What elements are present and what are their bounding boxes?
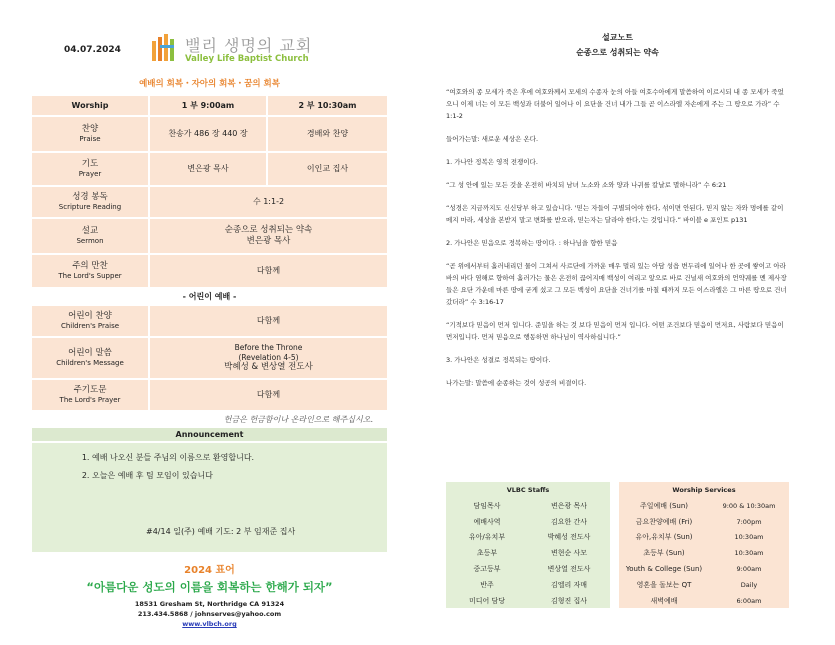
- church-address: 18531 Gresham St, Northridge CA 91324: [134, 600, 285, 608]
- list-item: 미디어 담당 김형진 집사: [468, 596, 588, 605]
- announcement-prayer-note: #4/14 일(주) 예배 기도: 2 부 임재준 집사: [146, 527, 296, 536]
- row-value-first: 찬송가 486 장 440 장: [150, 117, 268, 151]
- row-value-second: 이인교 집사: [268, 153, 387, 185]
- row-value-second: 경배와 찬양: [268, 117, 387, 151]
- bulletin-date: 04.07.2024: [64, 45, 121, 55]
- worship-order-table: [32, 94, 387, 289]
- row-label: 주기도문 The Lord's Prayer: [32, 380, 150, 410]
- sermon-paragraph: “성경은 지금까지도 신신당부 하고 있습니다. '믿는 자들이 구별되어야 한다, 섞이면 안된다, 믿지 않는 자와 멍에를 같이 메지 마라, 세상을 본받지 말고 변화를 받으라, 믿는자는 달라야 한다,'는 것입니다.” 바이블 e 포인트 p131: [446, 204, 784, 224]
- row-label: 어린이 찬양 Children's Praise: [32, 306, 150, 336]
- header-worship: Worship: [32, 96, 150, 115]
- row-value: Before the Throne (Revelation 4-5) 박혜성 & 변상열 전도사: [150, 338, 387, 378]
- table-row: [32, 187, 387, 217]
- list-item: 예배사역 김요한 간사: [473, 517, 588, 526]
- sermon-paragraph: 1. 가나안 정복은 영적 전쟁이다.: [446, 158, 538, 166]
- table-row: [32, 380, 387, 410]
- list-item: 영혼을 돌보는 QT Daily: [636, 580, 758, 589]
- header-first-service: 1 부 9:00am: [150, 96, 268, 115]
- sermon-paragraph: “여호와의 종 모세가 죽은 후에 여호와께서 모세의 수종자 눈의 아들 여호수아에게 말씀하여 이르시되 내 종 모세가 죽었으니 이제 너는 이 모든 백성과 더불어 일어나 이 요단을 건너 내가 그들 곧 이스라엘 자손에게 주는 그 땅으로 가라” 수 1:1-2: [446, 88, 784, 120]
- contact-info: [32, 599, 387, 629]
- worship-services-box: [619, 482, 789, 608]
- sermon-paragraph: “기적보다 믿음이 먼저 입니다. 준밀을 하는 것 보다 믿음이 먼저 입니다. 어떤 조건보다 믿음이 먼저요, 사람보다 믿음이 먼저입니다. 먼저 믿음으로 행동하면 하나님이 역사하십니다.”: [446, 321, 784, 341]
- year-theme-title: 2024 표어: [184, 565, 235, 576]
- header-second-service: 2 부 10:30am: [268, 96, 387, 115]
- row-value: 순종으로 성취되는 약속 변은광 목사: [150, 219, 387, 253]
- list-item: 초등부 변현순 사모: [476, 549, 588, 558]
- info-boxes: [446, 482, 789, 608]
- worship-table-header: [32, 96, 387, 115]
- church-motto: 예배의 회복・자아의 회복・꿈의 회복: [139, 79, 280, 89]
- sermon-notes-title: 설교노트: [602, 33, 633, 42]
- row-value: 다함께: [150, 306, 387, 336]
- list-item: 금요찬양예배 (Fri) 7:00pm: [635, 517, 762, 526]
- list-item: 유아,유치부 (Sun) 10:30am: [635, 533, 764, 542]
- table-row: [32, 153, 387, 185]
- row-value-first: 변은광 목사: [150, 153, 268, 185]
- sermon-notes-page: [446, 30, 789, 389]
- sermon-paragraph: 들어가는말: 새로운 세상은 온다.: [446, 135, 539, 143]
- row-value: 수 1:1-2: [150, 187, 387, 217]
- table-row: [32, 338, 387, 378]
- row-label: 기도 Prayer: [32, 153, 150, 185]
- church-name-english: Valley Life Baptist Church: [185, 54, 309, 64]
- year-theme-motto: “아름다운 성도의 이름을 회복하는 한해가 되자”: [86, 580, 333, 594]
- sermon-notes-subtitle: 순종으로 성취되는 약속: [576, 48, 659, 57]
- list-item: 반주 김엘리 자매: [480, 580, 588, 589]
- row-label: 주의 만찬 The Lord's Supper: [32, 255, 150, 287]
- staff-box-title: VLBC Staffs: [506, 486, 550, 494]
- list-item: 유아/유치부 박혜성 전도사: [468, 533, 591, 542]
- sermon-paragraph: 3. 가나안은 성결로 정복되는 땅이다.: [446, 356, 551, 364]
- table-row: [32, 255, 387, 287]
- table-row: [32, 219, 387, 253]
- list-item: 2. 오늘은 예배 후 팀 모임이 있습니다: [92, 467, 254, 485]
- church-logo-icon: [150, 33, 180, 63]
- children-worship-table: [32, 304, 387, 412]
- sermon-paragraph: 나가는말: 말씀에 순종하는 것이 성공의 비결이다.: [446, 379, 587, 387]
- children-worship-title: - 어린이 예배 -: [182, 292, 237, 301]
- list-item: 주일예배 (Sun) 9:00 & 10:30am: [639, 501, 776, 510]
- church-name-korean: 밸리 생명의 교회: [185, 36, 313, 55]
- row-value: 다함께: [150, 255, 387, 287]
- sermon-paragraph: 2. 가나안은 믿음으로 정복하는 땅이다. : 하나님을 향한 믿음: [446, 239, 618, 247]
- row-label: 설교 Sermon: [32, 219, 150, 253]
- table-row: [32, 117, 387, 151]
- list-item: 중고등부 변상열 전도사: [473, 565, 591, 574]
- staff-box: [446, 482, 610, 608]
- sermon-paragraph: “그 성 안에 있는 모든 것을 온전히 바치되 남녀 노소와 소와 양과 나귀를 칼날로 멸하니라” 수 6:21: [446, 181, 727, 189]
- offering-note: 헌금은 헌금함이나 온라인으로 해주십시오.: [223, 415, 373, 424]
- row-label: 어린이 말씀 Children's Message: [32, 338, 150, 378]
- sermon-paragraph: “곧 위에서부터 흘러내리던 물이 그쳐서 사르단에 가까운 매우 멀리 있는 아담 성읍 변두리에 일어나 한 곳에 쌓이고 아라바의 바다 염해로 향하여 흘러가는 물은 온전히 끊어지매 백성이 여리고 앞으로 바로 건널새 여호와의 언약궤를 멘 제사장들은 요단 가운데 마른 땅에 굳게 섰고 그 모든 백성이 요단을 건너기를 마칠 때까지 모든 이스라엘은 그 마른 땅으로 건너갔더라” 수 3:16-17: [446, 262, 787, 306]
- bulletin-header: [32, 30, 387, 70]
- bulletin-left-page: [32, 30, 387, 629]
- row-value: 다함께: [150, 380, 387, 410]
- list-item: 1. 예배 나오신 분들 주님의 이름으로 환영합니다.: [92, 449, 254, 467]
- list-item: 초등부 (Sun) 10:30am: [643, 549, 764, 558]
- announcement-list: [92, 449, 254, 485]
- services-box-title: Worship Services: [672, 486, 736, 494]
- row-label: 성경 봉독 Scripture Reading: [32, 187, 150, 217]
- list-item: Youth & College (Sun) 9:00am: [625, 565, 762, 574]
- church-website-link[interactable]: www.vlbch.org: [182, 620, 237, 628]
- announcement-box: [32, 443, 387, 552]
- table-row: [32, 306, 387, 336]
- row-label: 찬양 Praise: [32, 117, 150, 151]
- announcement-title: Announcement: [32, 428, 387, 441]
- church-phone-email: 213.434.5868 / johnserves@yahoo.com: [137, 610, 282, 618]
- list-item: 담임목사 변은광 목사: [473, 501, 588, 510]
- list-item: 새벽예배 6:00am: [650, 596, 762, 605]
